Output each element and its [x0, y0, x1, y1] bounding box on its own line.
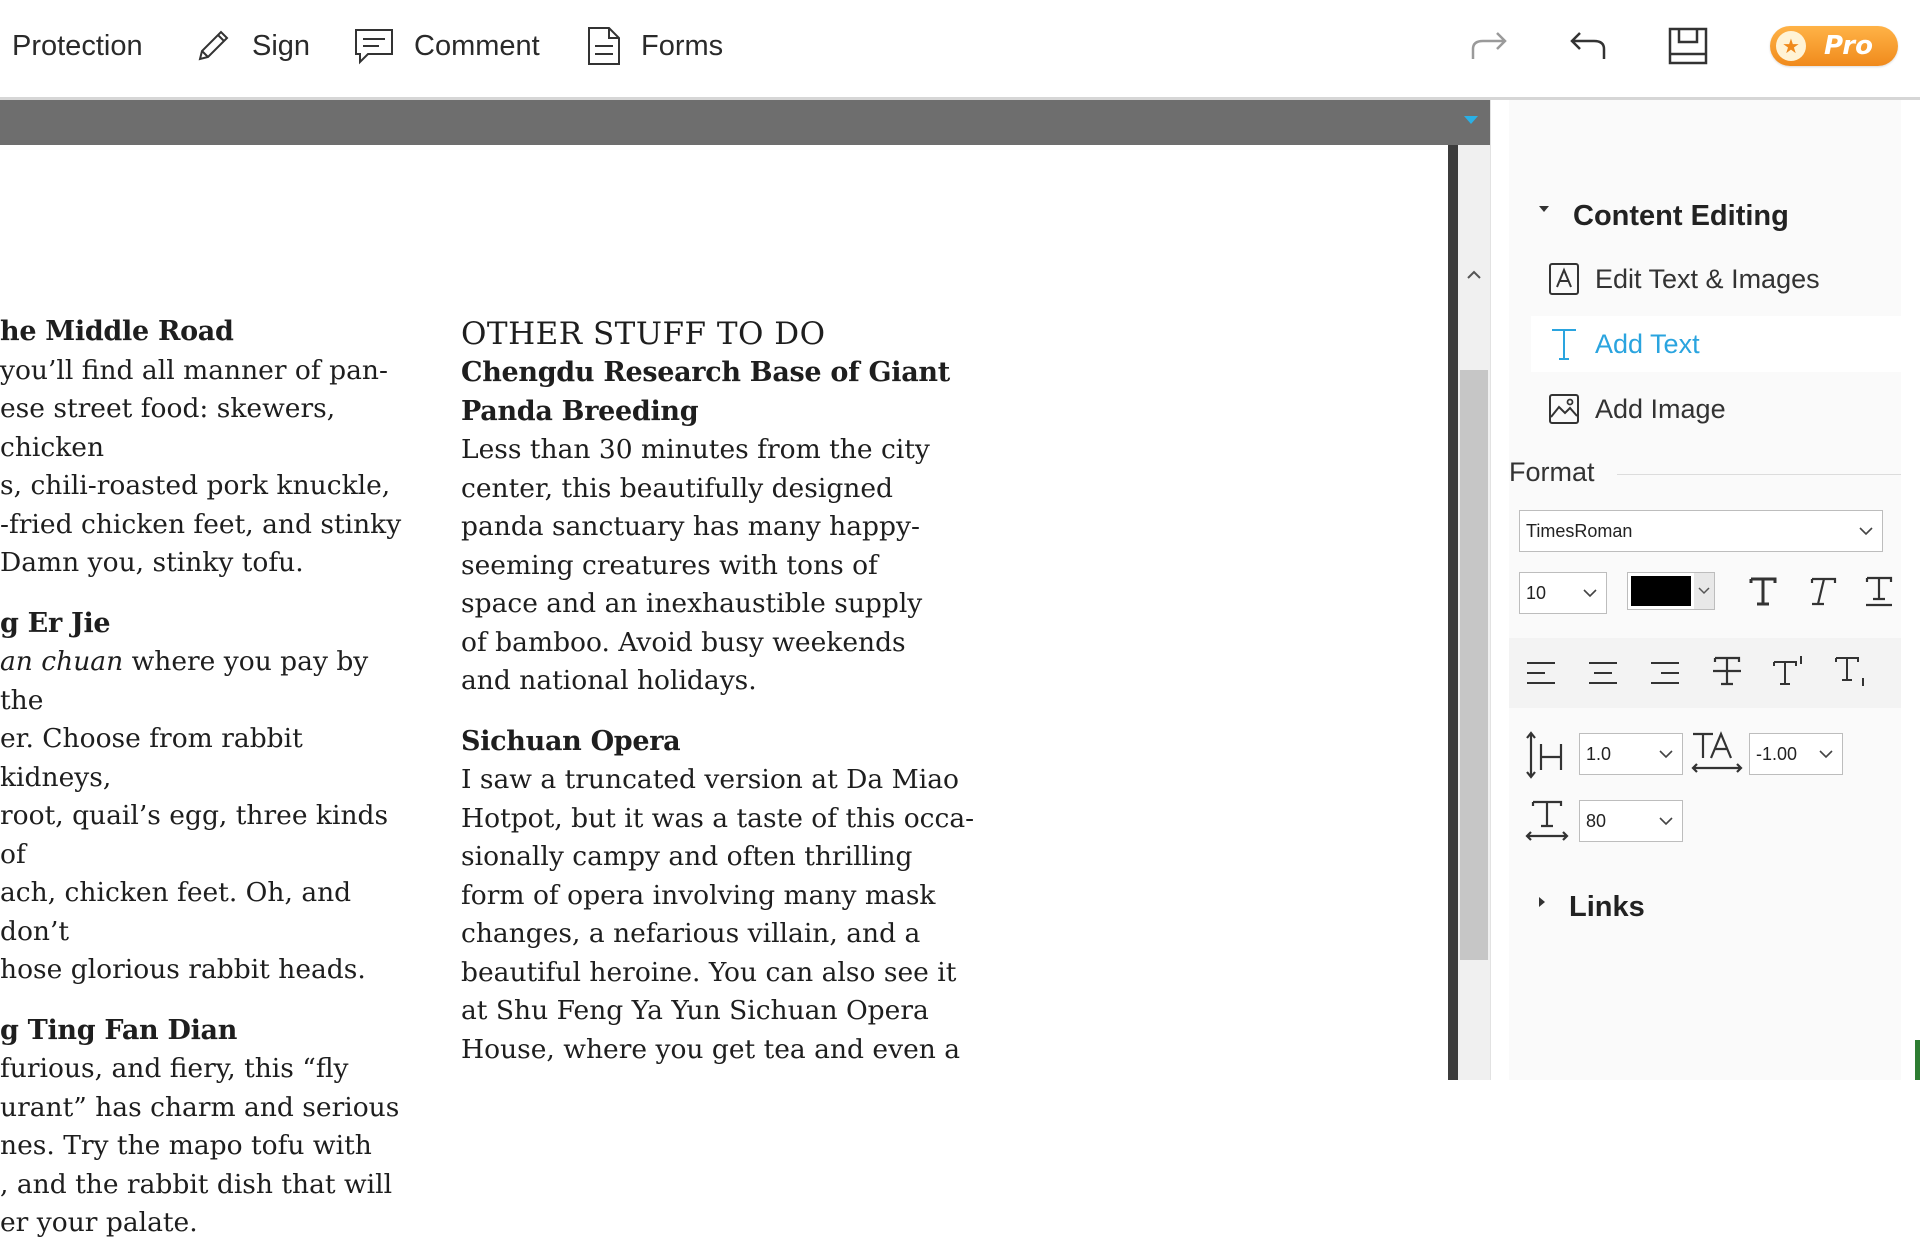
italic-term: an chuan	[0, 646, 124, 677]
sign-label: Sign	[252, 29, 311, 62]
italic-text-icon	[1804, 574, 1838, 608]
italic-button[interactable]	[1797, 568, 1845, 614]
add-image-label: Add Image	[1595, 393, 1726, 424]
body-line: Hotpot, but it was a taste of this occa-	[461, 802, 975, 834]
chevron-down-icon	[1582, 588, 1598, 598]
article-heading: Chengdu Research Base of Giant	[461, 357, 950, 388]
panel-content	[1509, 100, 1901, 1080]
window-edge-indicator	[1915, 1040, 1920, 1080]
left-column	[0, 313, 420, 1243]
subscript-button[interactable]	[1827, 648, 1875, 694]
body-line: hose glorious rabbit heads.	[0, 954, 366, 985]
save-icon	[1667, 26, 1709, 66]
article-heading: he Middle Road	[0, 316, 234, 347]
form-icon	[585, 24, 623, 68]
horizontal-scale-value: 80	[1586, 810, 1607, 831]
underline-text-icon	[1862, 574, 1896, 608]
page-edge	[1448, 145, 1458, 1080]
divider	[1617, 474, 1901, 475]
body-line: and national holidays.	[461, 665, 757, 696]
caret-right-icon	[1539, 897, 1545, 907]
line-spacing-select[interactable]	[1579, 733, 1683, 775]
bold-button[interactable]	[1739, 568, 1787, 614]
save-button[interactable]	[1663, 22, 1713, 70]
add-text-icon	[1547, 326, 1581, 362]
font-size-select[interactable]	[1519, 572, 1607, 614]
body-line: center, this beautifully designed	[461, 472, 893, 504]
pro-label: Pro	[1824, 31, 1873, 61]
body-line: furious, and fiery, this “fly	[0, 1053, 349, 1084]
strikethrough-icon	[1710, 654, 1744, 688]
align-center-button[interactable]	[1579, 650, 1627, 696]
body-line: I saw a truncated version at Da Miao	[461, 764, 959, 795]
body-line	[0, 643, 420, 720]
font-size-value: 10	[1526, 582, 1547, 603]
body-line: at Shu Feng Ya Yun Sichuan Opera	[461, 995, 929, 1026]
color-dropdown[interactable]	[1694, 573, 1714, 609]
align-left-icon	[1525, 659, 1557, 687]
body-line: sionally campy and often thrilling	[461, 841, 913, 872]
body-line: er your palate.	[0, 1207, 198, 1238]
edit-text-images-button[interactable]	[1531, 251, 1901, 307]
body-line: form of opera involving many mask	[461, 879, 936, 911]
body-line: er. Choose from rabbit kidneys,	[0, 723, 303, 793]
line-spacing-value: 1.0	[1586, 743, 1612, 764]
chevron-down-icon	[1818, 749, 1834, 759]
body-line: s, chili-roasted pork knuckle,	[0, 470, 391, 501]
section-title: OTHER STUFF TO DO	[461, 316, 826, 352]
text-color-picker[interactable]	[1627, 572, 1715, 610]
edit-text-icon	[1547, 261, 1581, 297]
body-line: root, quail’s egg, three kinds of	[0, 800, 389, 870]
body-line: changes, a nefarious villain, and a	[461, 918, 921, 949]
character-spacing-value: -1.00	[1756, 743, 1798, 764]
content-editing-title: Content Editing	[1573, 200, 1789, 232]
caret-down-icon	[1539, 206, 1549, 212]
body-line: nes. Try the mapo tofu with	[0, 1130, 372, 1161]
body-line: of bamboo. Avoid busy weekends	[461, 626, 906, 658]
body-line: , and the rabbit dish that will	[0, 1168, 393, 1200]
undo-button[interactable]	[1562, 22, 1612, 70]
horizontal-scale-select[interactable]	[1579, 800, 1683, 842]
superscript-icon	[1771, 654, 1807, 688]
comment-icon	[352, 24, 396, 68]
align-left-button[interactable]	[1517, 650, 1565, 696]
strikethrough-button[interactable]	[1703, 648, 1751, 694]
align-right-button[interactable]	[1641, 650, 1689, 696]
content-editing-header[interactable]	[1539, 200, 1789, 233]
chevron-down-icon	[1658, 816, 1674, 826]
right-panel	[1490, 100, 1921, 1080]
body-line: ese street food: skewers, chicken	[0, 393, 336, 463]
document-header-bar	[0, 100, 1490, 145]
article-heading: Panda Breeding	[461, 395, 699, 427]
bold-text-icon	[1746, 574, 1780, 608]
body-line: urant” has charm and serious	[0, 1091, 400, 1123]
body-line: -fried chicken feet, and stinky	[0, 508, 402, 540]
chevron-up-icon	[1466, 270, 1482, 280]
article-heading: g Ting Fan Dian	[0, 1014, 238, 1046]
body-line: beautiful heroine. You can also see it	[461, 956, 957, 988]
redo-button[interactable]	[1465, 22, 1515, 70]
right-column	[461, 314, 981, 1069]
add-text-label: Add Text	[1595, 328, 1700, 359]
body-line: Less than 30 minutes from the city	[461, 434, 930, 465]
underline-button[interactable]	[1855, 568, 1903, 614]
add-image-button[interactable]	[1531, 381, 1901, 437]
pdf-page[interactable]	[0, 145, 1448, 1238]
body-line: House, where you get tea and even a	[461, 1033, 961, 1065]
character-spacing-icon	[1689, 728, 1745, 778]
comment-button[interactable]	[352, 22, 540, 70]
pro-upgrade-button[interactable]	[1770, 26, 1898, 66]
body-line: seeming creatures with tons of	[461, 549, 878, 581]
forms-label: Forms	[641, 29, 724, 62]
horizontal-scale-icon	[1523, 796, 1571, 846]
scrollbar-thumb[interactable]	[1460, 370, 1488, 960]
star-icon: ★	[1776, 31, 1806, 61]
character-spacing-select[interactable]	[1749, 733, 1843, 775]
subscript-icon	[1833, 654, 1869, 688]
protection-label: Protection	[12, 29, 143, 62]
comment-label: Comment	[414, 29, 540, 62]
pen-icon	[192, 25, 234, 67]
body-line: panda sanctuary has many happy-	[461, 511, 920, 542]
collapse-arrow-icon[interactable]	[1464, 116, 1478, 124]
font-family-select[interactable]	[1519, 510, 1883, 552]
links-title: Links	[1569, 891, 1645, 923]
color-swatch	[1631, 576, 1691, 606]
format-label: Format	[1509, 457, 1595, 487]
font-family-value: TimesRoman	[1526, 520, 1633, 541]
body-line-rest: where you pay by the	[0, 646, 369, 716]
undo-icon	[1566, 29, 1608, 63]
body-line: Damn you, stinky tofu.	[0, 547, 304, 578]
top-toolbar	[0, 0, 1920, 100]
add-text-button[interactable]	[1531, 316, 1901, 372]
scroll-up-button[interactable]	[1458, 260, 1490, 290]
article-heading: g Er Jie	[0, 607, 111, 639]
chevron-down-icon	[1698, 587, 1710, 595]
add-image-icon	[1547, 392, 1581, 426]
forms-button[interactable]	[585, 22, 723, 70]
align-center-icon	[1587, 659, 1619, 687]
body-line: space and an inexhaustible supply	[461, 588, 923, 619]
align-right-icon	[1649, 659, 1681, 687]
line-spacing-icon	[1525, 730, 1569, 780]
chevron-down-icon	[1658, 749, 1674, 759]
redo-icon	[1469, 29, 1511, 63]
article-heading: Sichuan Opera	[461, 725, 681, 757]
superscript-button[interactable]	[1765, 648, 1813, 694]
edit-text-images-label: Edit Text & Images	[1595, 263, 1820, 294]
body-line: ach, chicken feet. Oh, and don’t	[0, 877, 352, 947]
chevron-down-icon	[1858, 526, 1874, 536]
body-line: you’ll find all manner of pan-	[0, 354, 388, 386]
document-viewer	[0, 100, 1490, 1238]
links-header[interactable]	[1539, 891, 1645, 924]
protection-button[interactable]	[12, 22, 143, 70]
sign-button[interactable]	[192, 22, 310, 70]
